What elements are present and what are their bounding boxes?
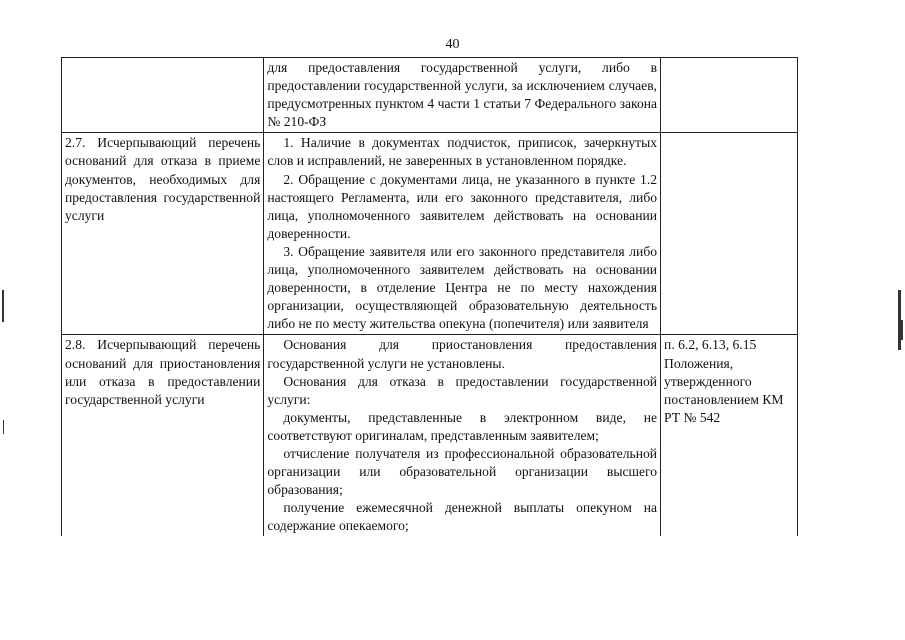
cell-section-2-8-content [264, 335, 661, 537]
cell-left-empty [62, 58, 264, 133]
cell-continued-text: для предоставления государственной услуги, либо в предоставлении государственной услуги, за исключением случаев, предусмотренных пунктом 4 части 1 статьи 7 Федерального закона № 210-ФЗ [264, 58, 661, 133]
reference-line: РТ № 542 [664, 409, 721, 425]
paragraph-refusal-reason-2: отчисление получателя из профессиональной образовательной организации или образовательной организации высшего образования; [267, 445, 658, 498]
reference-line: постановлением КМ [664, 391, 784, 407]
cell-section-2-7-title: 2.7. Исчерпывающий перечень оснований для отказа в приеме документов, необходимых для предоставления государственной услуги [62, 133, 264, 335]
cell-section-2-7-content [264, 133, 661, 335]
paragraph-no-suspension: Основания для приостановления предоставления государственной услуги не установлены. [267, 337, 658, 371]
scan-edge-mark [3, 420, 4, 434]
cell-section-2-8-reference [661, 335, 798, 537]
paragraph-refusal-heading: Основания для отказа в предоставлении государственной услуги: [267, 373, 658, 407]
page-number: 40 [445, 37, 460, 52]
reference-line: п. 6.2, 6.13, 6.15 [664, 337, 757, 353]
table-row-continued [62, 58, 798, 133]
paragraph-item-2: 2. Обращение с документами лица, не указанного в пункте 1.2 настоящего Регламента, или его законного представителя, либо лица, уполномоченного заявителем действовать на основании доверенности. [267, 171, 658, 241]
cell-right-empty [661, 133, 798, 335]
cell-section-2-8-title: 2.8. Исчерпывающий перечень оснований для приостановления или отказа в предоставлении государственной услуги [62, 335, 264, 537]
cell-right-empty [661, 58, 798, 133]
reference-line: Положения, [664, 355, 734, 371]
paragraph-refusal-reason-3: получение ежемесячной денежной выплаты опекуном на содержание опекаемого; [267, 500, 658, 534]
paragraph-item-1: 1. Наличие в документах подчисток, приписок, зачеркнутых слов и исправлений, не заверенных в установленном порядке. [267, 135, 658, 169]
scan-edge-mark [2, 290, 4, 322]
table-row-2-8 [62, 335, 798, 537]
paragraph-refusal-reason-1: документы, представленные в электронном виде, не соответствуют оригиналам, представленным заявителем; [267, 409, 658, 443]
table-row-2-7 [62, 133, 798, 335]
reference-line: утвержденного [664, 373, 752, 389]
paragraph-item-3: 3. Обращение заявителя или его законного представителя либо лица, уполномоченного заявителем действовать на основании доверенности, в отделение Центра не по месту нахождения организации, осуществляющей образовательную деятельность либо не по месту жительства опекуна (попечителя) или заявителя [267, 243, 658, 332]
regulation-table [61, 57, 798, 536]
scan-edge-mark [901, 320, 903, 340]
